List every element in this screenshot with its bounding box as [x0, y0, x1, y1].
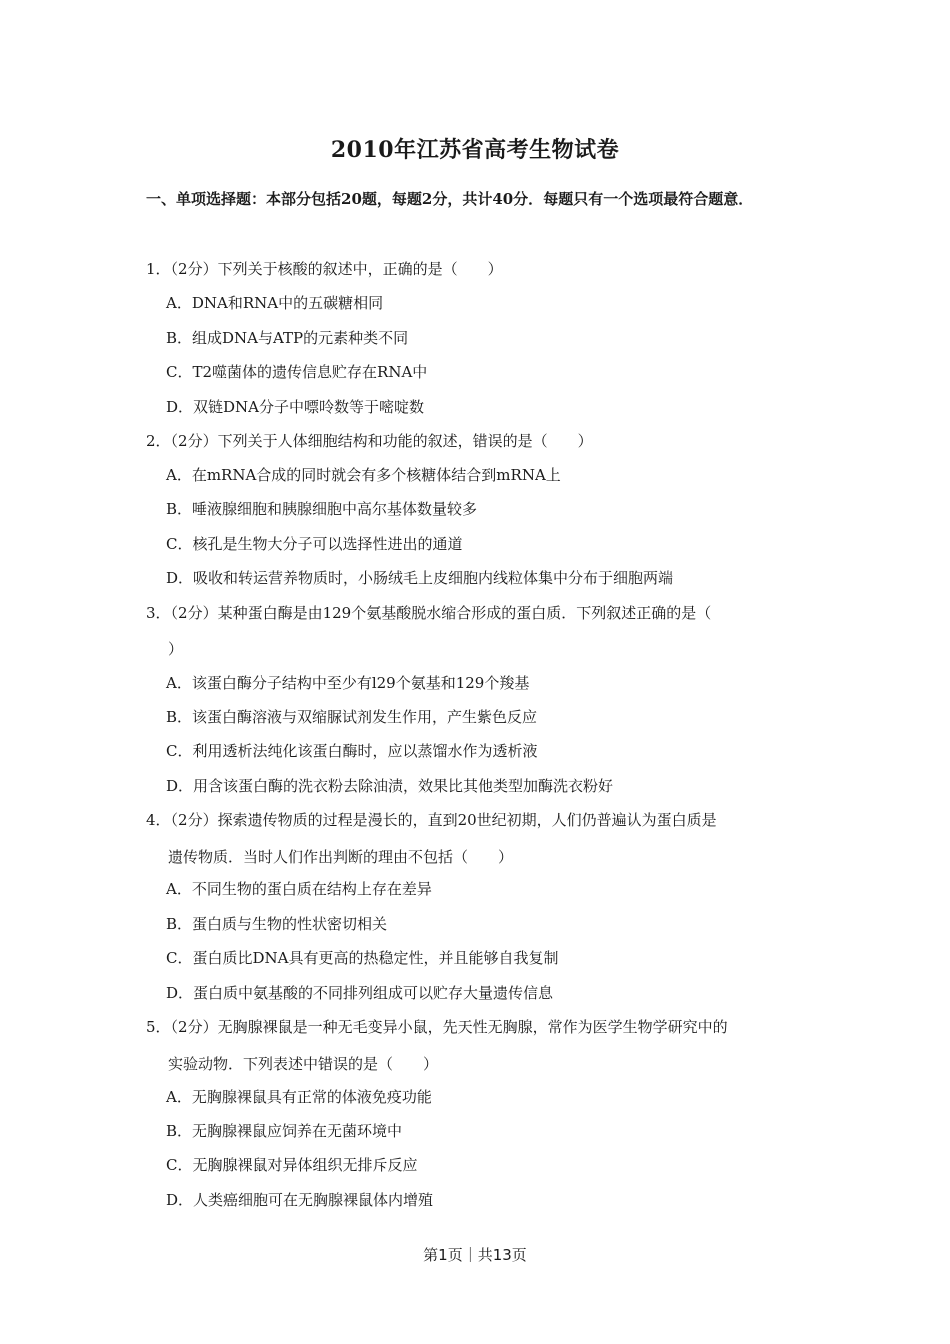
question-1-option-a[interactable]: A．DNA和RNA中的五碳糖相同: [166, 294, 384, 312]
question-2-option-d[interactable]: D．吸收和转运营养物质时，小肠绒毛上皮细胞内线粒体集中分布于细胞两端: [166, 569, 674, 587]
question-4-option-a[interactable]: A．不同生物的蛋白质在结构上存在差异: [166, 880, 432, 898]
question-3-stem-continued: ）: [168, 640, 184, 658]
question-3-option-d[interactable]: D．用含该蛋白酶的洗衣粉去除油渍，效果比其他类型加酶洗衣粉好: [166, 777, 614, 795]
question-1-option-d[interactable]: D．双链DNA分子中嘌呤数等于嘧啶数: [166, 398, 425, 416]
question-2-option-b[interactable]: B．唾液腺细胞和胰腺细胞中高尔基体数量较多: [166, 500, 478, 518]
question-5-option-d[interactable]: D．人类癌细胞可在无胸腺裸鼠体内增殖: [166, 1191, 434, 1209]
page-title: 2010年江苏省高考生物试卷: [330, 137, 620, 163]
question-4-option-c[interactable]: C．蛋白质比DNA具有更高的热稳定性，并且能够自我复制: [166, 949, 559, 967]
section-heading: 一、单项选择题：本部分包括20题，每题2分，共计40分．每题只有一个选项最符合题意．: [146, 190, 754, 208]
question-4-option-b[interactable]: B．蛋白质与生物的性状密切相关: [166, 915, 388, 933]
question-1-stem: 1．（2分）下列关于核酸的叙述中，正确的是（ ）: [146, 260, 503, 278]
question-2-option-a[interactable]: A．在mRNA合成的同时就会有多个核糖体结合到mRNA上: [166, 466, 561, 484]
page-footer: 第1页｜共13页: [423, 1246, 527, 1264]
question-5-option-b[interactable]: B．无胸腺裸鼠应饲养在无菌环境中: [166, 1122, 403, 1140]
question-3-option-b[interactable]: B．该蛋白酶溶液与双缩脲试剂发生作用，产生紫色反应: [166, 708, 538, 726]
question-3-stem: 3．（2分）某种蛋白酶是由129个氨基酸脱水缩合形成的蛋白质．下列叙述正确的是（: [146, 604, 712, 622]
question-3-option-c[interactable]: C．利用透析法纯化该蛋白酶时，应以蒸馏水作为透析液: [166, 742, 538, 760]
question-1-option-b[interactable]: B．组成DNA与ATP的元素种类不同: [166, 329, 409, 347]
question-4-stem: 4．（2分）探索遗传物质的过程是漫长的，直到20世纪初期，人们仍普遍认为蛋白质是: [146, 811, 717, 829]
question-3-option-a[interactable]: A．该蛋白酶分子结构中至少有l29个氨基和129个羧基: [166, 674, 530, 692]
question-4-option-d[interactable]: D．蛋白质中氨基酸的不同排列组成可以贮存大量遗传信息: [166, 984, 554, 1002]
question-5-option-a[interactable]: A．无胸腺裸鼠具有正常的体液免疫功能: [166, 1088, 432, 1106]
question-5-stem: 5．（2分）无胸腺裸鼠是一种无毛变异小鼠，先天性无胸腺，常作为医学生物学研究中的: [146, 1018, 728, 1036]
question-2-option-c[interactable]: C．核孔是生物大分子可以选择性进出的通道: [166, 535, 463, 553]
question-1-option-c[interactable]: C．T2噬菌体的遗传信息贮存在RNA中: [166, 363, 428, 381]
question-5-stem-continued: 实验动物．下列表述中错误的是（ ）: [168, 1055, 439, 1073]
question-5-option-c[interactable]: C．无胸腺裸鼠对异体组织无排斥反应: [166, 1156, 418, 1174]
question-2-stem: 2．（2分）下列关于人体细胞结构和功能的叙述，错误的是（ ）: [146, 432, 593, 450]
question-4-stem-continued: 遗传物质．当时人们作出判断的理由不包括（ ）: [168, 848, 514, 866]
